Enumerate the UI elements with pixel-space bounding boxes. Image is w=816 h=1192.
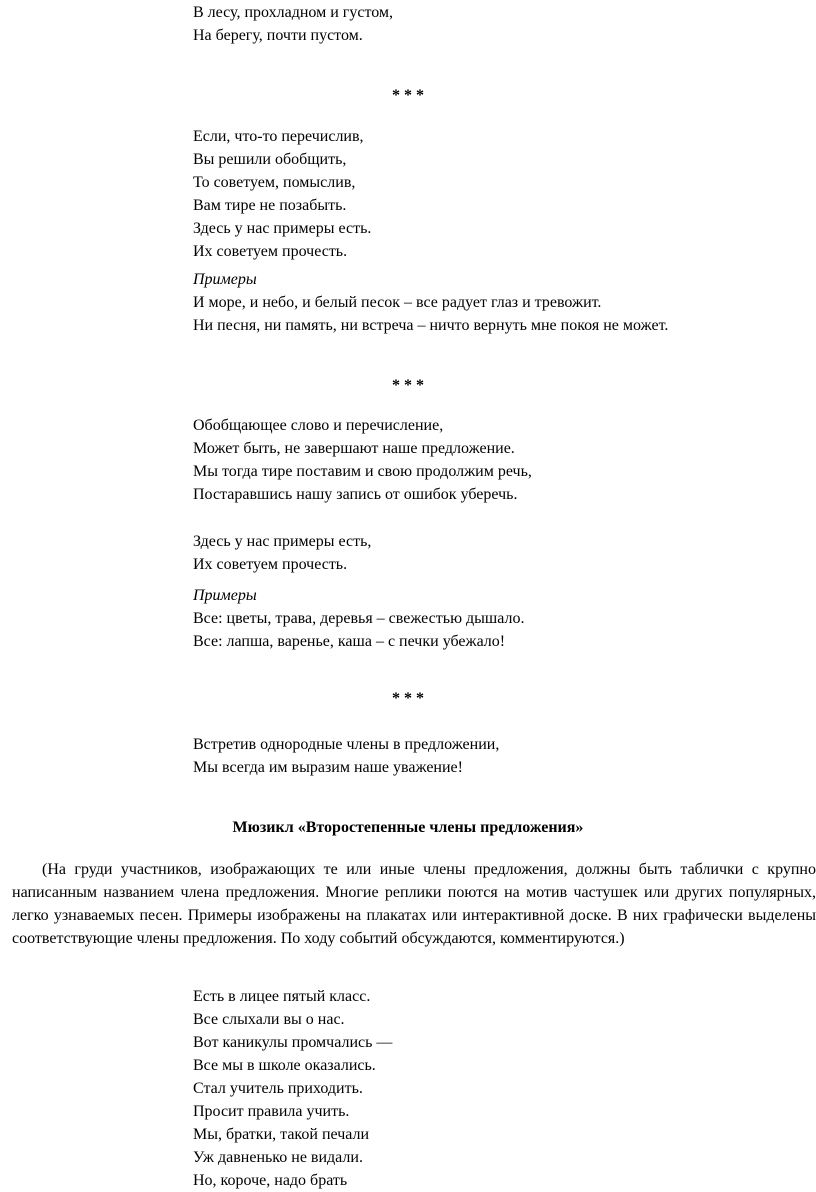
poem-line: Их советуем прочесть. (193, 556, 348, 573)
poem-line: Их советуем прочесть. (193, 243, 348, 260)
examples-label: Примеры (193, 271, 257, 288)
section-separator: * * * (392, 377, 424, 394)
examples-block-2 (193, 584, 524, 653)
poem-line: Все слыхали вы о нас. (193, 1011, 345, 1028)
example-line: Все: цветы, трава, деревья – свежестью дышало. (193, 610, 525, 627)
poem-line: Просит правила учить. (193, 1103, 350, 1120)
poem-line: Все мы в школе оказались. (193, 1057, 376, 1074)
stanza-top (193, 1, 393, 47)
stanza-3b (193, 530, 371, 576)
poem-line: Но, короче, надо брать (193, 1172, 348, 1189)
poem-line: Здесь у нас примеры есть, (193, 533, 372, 550)
poem-line: Обобщающее слово и перечисление, (193, 417, 444, 434)
example-line: И море, и небо, и белый песок – все радует глаз и тревожит. (193, 294, 602, 311)
section-separator: * * * (392, 690, 424, 707)
poem-line: В лесу, прохладном и густом, (193, 4, 394, 21)
poem-line: Уж давненько не видали. (193, 1149, 363, 1166)
poem-line: На берегу, почти пустом. (193, 27, 363, 44)
poem-line: Мы тогда тире поставим и свою продолжим речь, (193, 463, 532, 480)
example-line: Все: лапша, варенье, каша – с печки убежало! (193, 633, 506, 650)
examples-block-1 (193, 268, 668, 337)
poem-line: Вам тире не позабыть. (193, 197, 347, 214)
poem-line: Стал учитель приходить. (193, 1080, 363, 1097)
poem-line: Мы, братки, такой печали (193, 1126, 370, 1143)
musical-title: Мюзикл «Второстепенные члены предложения» (232, 819, 584, 836)
stanza-3 (193, 414, 532, 506)
poem-line: Здесь у нас примеры есть. (193, 220, 372, 237)
examples-label: Примеры (193, 587, 257, 604)
poem-line: Мы всегда им выразим наше уважение! (193, 759, 463, 776)
poem-line: Вы решили обобщить, (193, 151, 347, 168)
poem-line: Есть в лицее пятый класс. (193, 988, 371, 1005)
intro-paragraph: (На груди участников, изображающих те или иные члены предложения, должны быть таблички с крупно написанным названием члена предложения. Многие реплики поются на мотив частушек или других популярных, легко узнаваемых песен. Примеры изображены на плакатах или интерактивной доске. В них графически выделены соответствующие члены предложения. По ходу событий обсуждаются, комментируются.) (12, 861, 816, 947)
stanza-5 (193, 985, 392, 1192)
poem-line: То советуем, помыслив, (193, 174, 356, 191)
poem-line: Встретив однородные члены в предложении, (193, 736, 500, 753)
section-separator: * * * (392, 87, 424, 104)
poem-line: Может быть, не завершают наше предложение. (193, 440, 515, 457)
stanza-4 (193, 733, 499, 779)
poem-line: Постаравшись нашу запись от ошибок уберечь. (193, 486, 518, 503)
poem-line: Вот каникулы промчались — (193, 1034, 393, 1051)
example-line: Ни песня, ни память, ни встреча – ничто вернуть мне покоя не может. (193, 317, 669, 334)
stanza-2 (193, 125, 371, 263)
poem-line: Если, что-то перечислив, (193, 128, 364, 145)
